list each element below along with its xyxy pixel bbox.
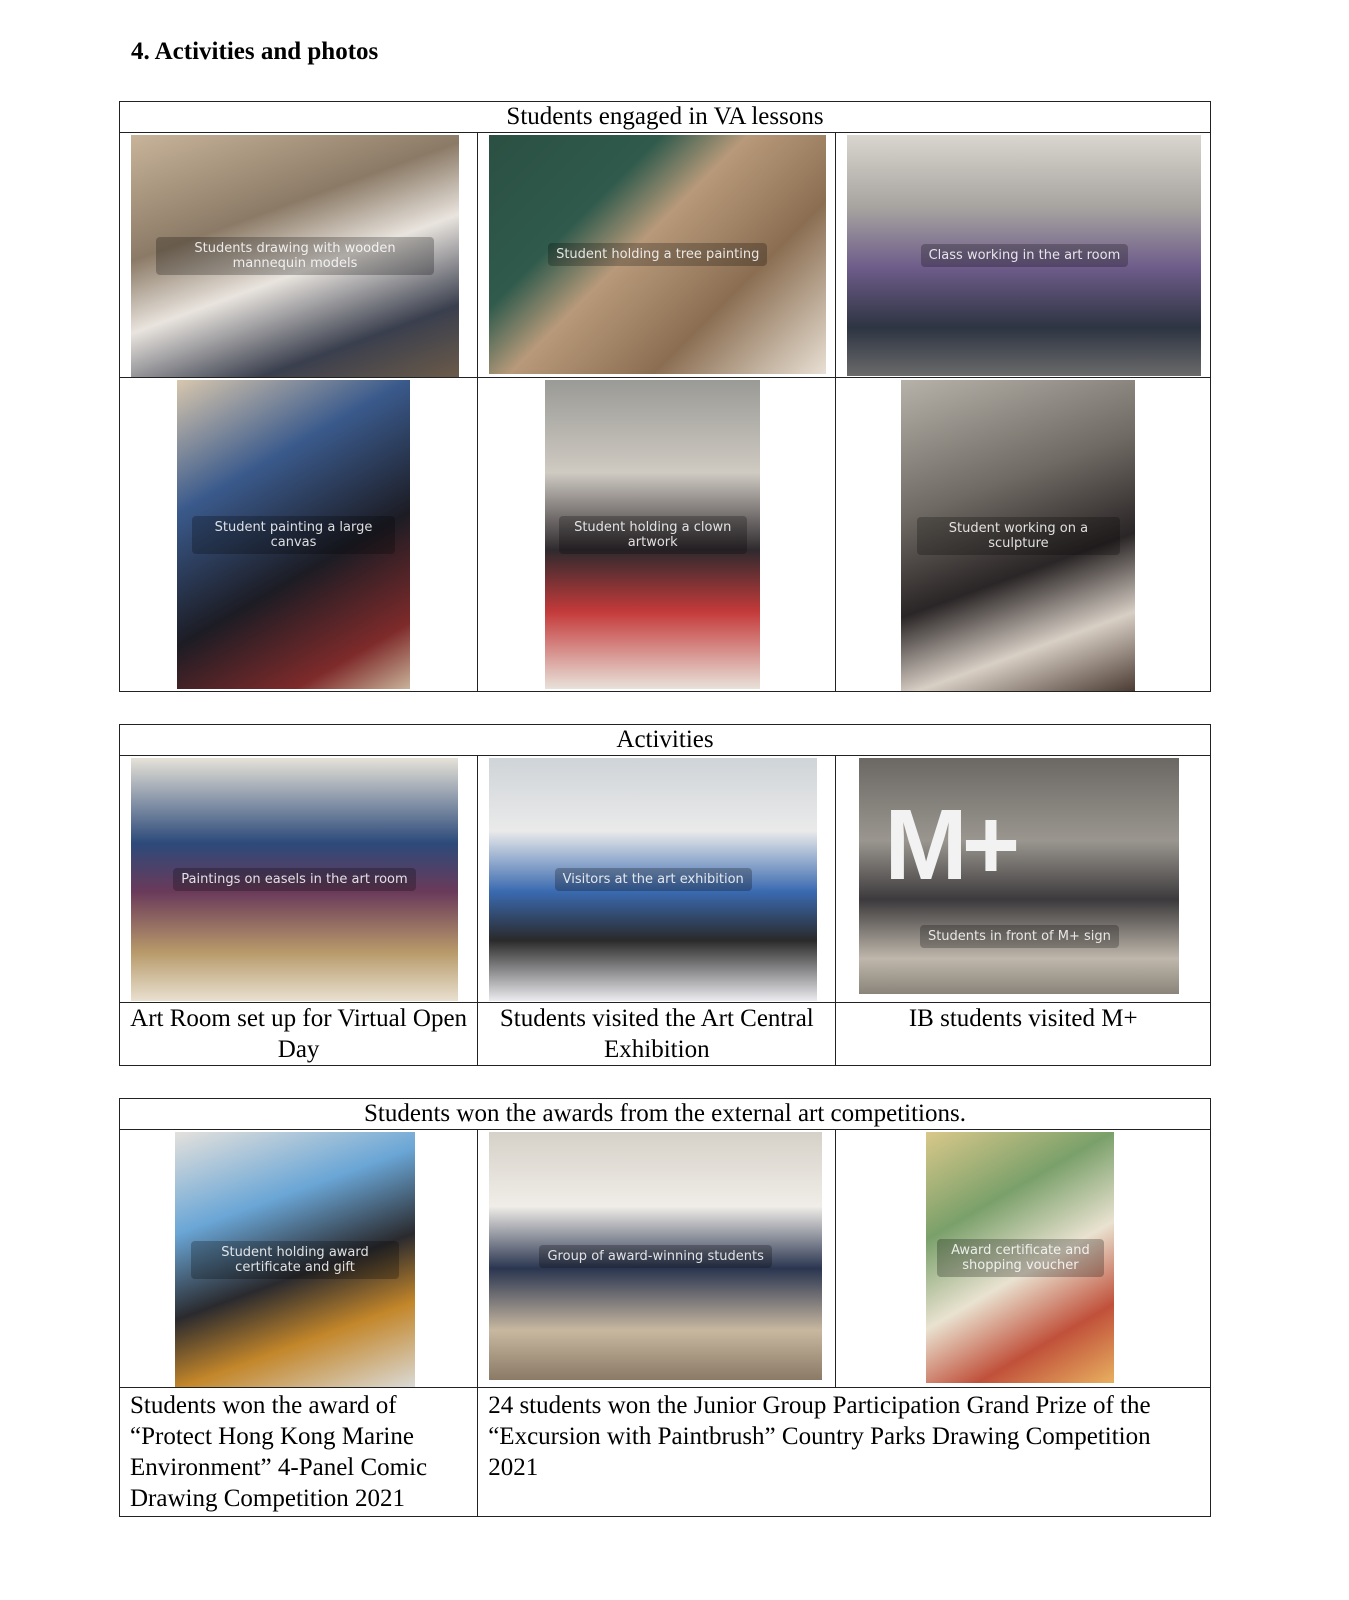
photo-drawing-mannequins: Students drawing with wooden mannequin models xyxy=(131,135,459,377)
photo-clown-artwork: Student holding a clown artwork xyxy=(545,380,760,689)
photo-award-voucher: Award certificate and shopping voucher xyxy=(926,1132,1114,1383)
photo-tree-painting: Student holding a tree painting xyxy=(489,135,826,374)
page-heading: 4. Activities and photos xyxy=(131,38,379,65)
photo-art-room-easels: Paintings on easels in the art room xyxy=(131,758,458,1001)
photo-award-certificate-student: Student holding award certificate and gift xyxy=(175,1132,415,1387)
mplus-sign: M+ xyxy=(884,789,1015,901)
caption-paintbrush-award: 24 students won the Junior Group Participation Grand Prize of the “Excursion with Paintbrush” Country Parks Drawing Competition 2021 xyxy=(478,1388,1211,1517)
va-lessons-table xyxy=(119,101,1211,692)
activities-title: Activities xyxy=(120,725,1211,756)
awards-title: Students won the awards from the external art competitions. xyxy=(120,1099,1211,1130)
caption-mplus: IB students visited M+ xyxy=(836,1003,1211,1066)
caption-art-central: Students visited the Art Central Exhibition xyxy=(478,1003,836,1066)
caption-art-room: Art Room set up for Virtual Open Day xyxy=(120,1003,478,1066)
caption-marine-award: Students won the award of “Protect Hong Kong Marine Environment” 4-Panel Comic Drawing Competition 2021 xyxy=(120,1388,478,1517)
photo-award-group: Group of award-winning students xyxy=(489,1132,822,1380)
photo-mplus-visit: M+ Students in front of M+ sign xyxy=(859,758,1179,994)
va-lessons-title: Students engaged in VA lessons xyxy=(120,102,1211,133)
photo-painting-canvas: Student painting a large canvas xyxy=(177,380,410,689)
activities-table xyxy=(119,724,1211,1066)
awards-table xyxy=(119,1098,1211,1517)
photo-sculpture-work: Student working on a sculpture xyxy=(901,380,1135,691)
photo-art-central: Visitors at the art exhibition xyxy=(489,758,817,1001)
photo-art-classroom: Class working in the art room xyxy=(847,135,1201,376)
